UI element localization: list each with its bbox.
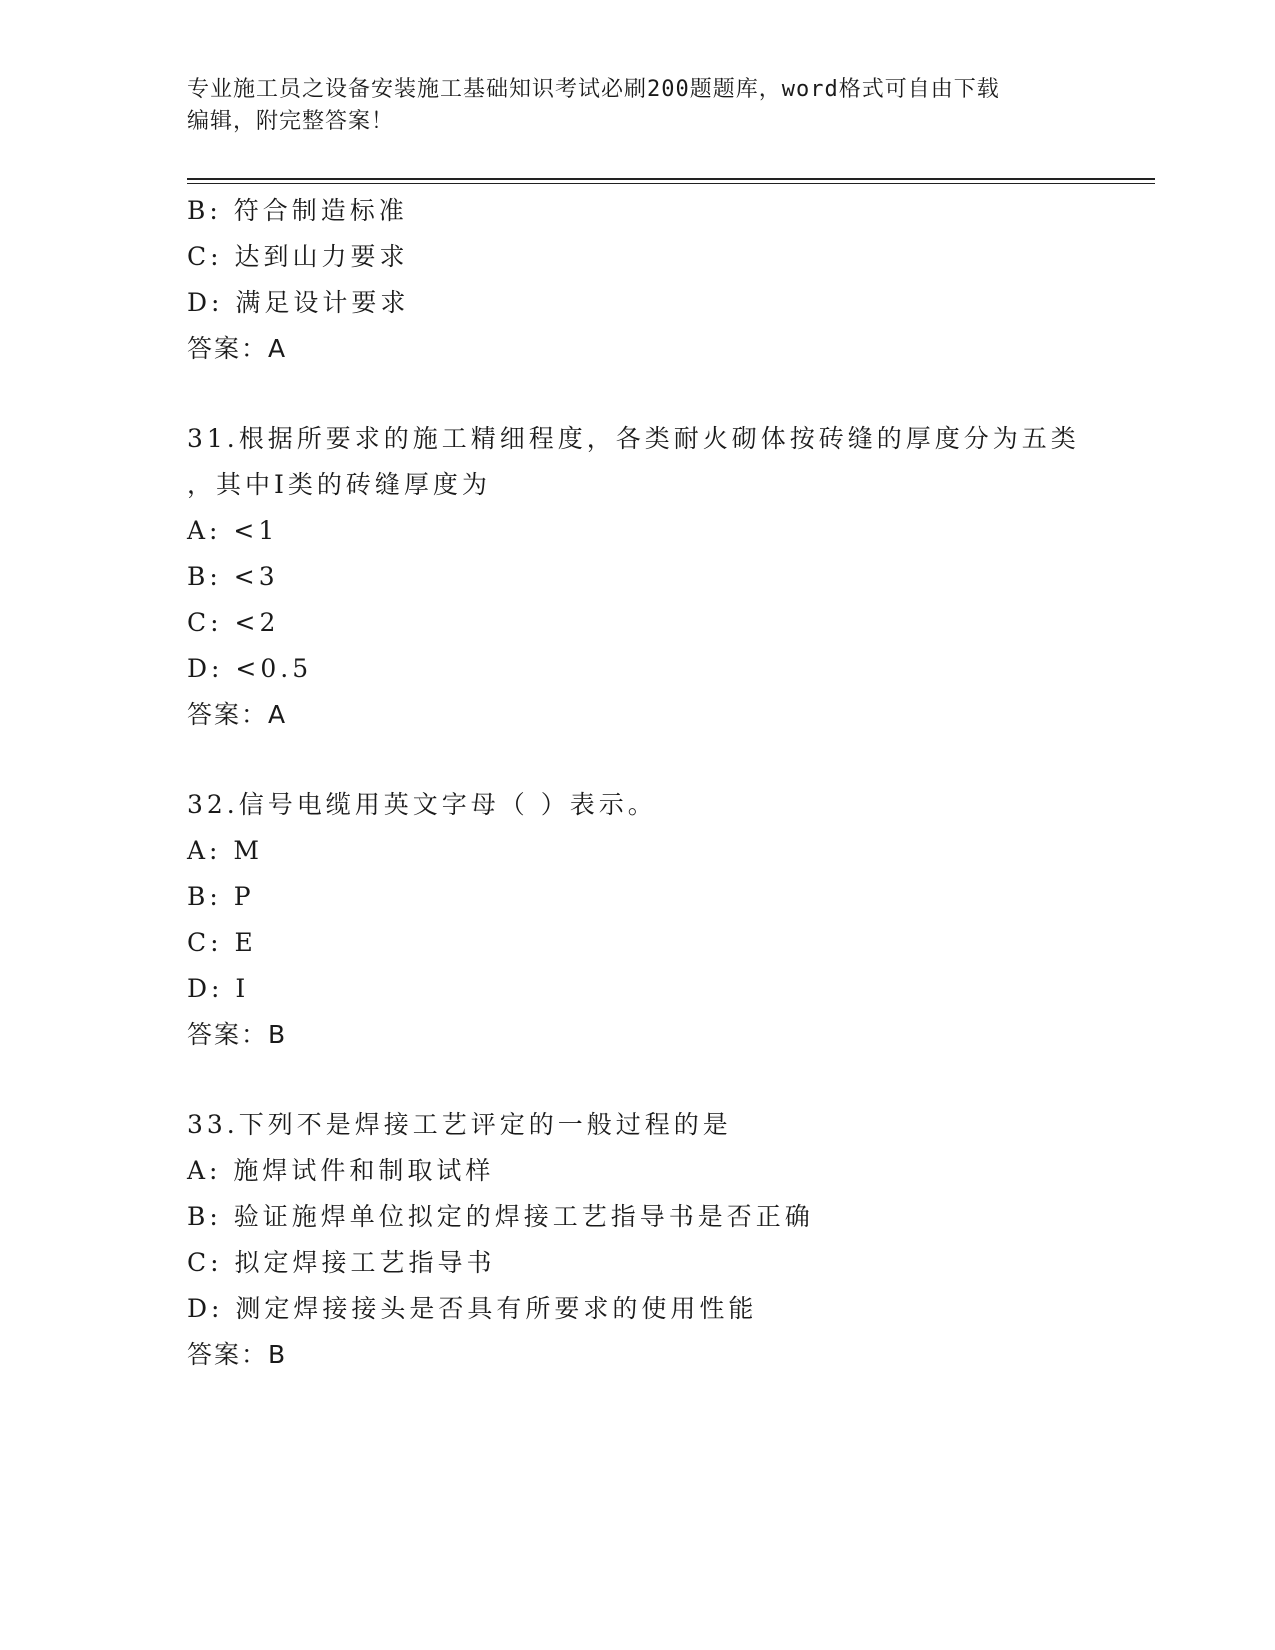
option-a: A: <1 <box>187 516 279 545</box>
option-d: D: 满足设计要求 <box>187 288 410 317</box>
answer: 答案：B <box>187 1020 288 1049</box>
question-stem-line-2: ，其中Ⅰ类的砖缝厚度为 <box>187 470 491 499</box>
option-d: D: <0.5 <box>187 654 313 683</box>
question-32 <box>187 782 1087 1058</box>
option-b: B: P <box>187 882 255 911</box>
option-d: D: I <box>187 974 250 1003</box>
question-stem: 33.下列不是焊接工艺评定的一般过程的是 <box>187 1110 732 1139</box>
header-line-2: 编辑，附完整答案！ <box>187 109 395 134</box>
option-c: C: <2 <box>187 608 280 637</box>
document-header <box>187 74 1067 138</box>
question-stem <box>187 416 1087 508</box>
option-c: C: 拟定焊接工艺指导书 <box>187 1248 496 1277</box>
question-list <box>187 188 1087 1378</box>
answer: 答案：B <box>187 1340 288 1369</box>
option-d: D: 测定焊接接头是否具有所要求的使用性能 <box>187 1294 758 1323</box>
answer: 答案：A <box>187 334 288 363</box>
answer: 答案：A <box>187 700 288 729</box>
option-b: B: 验证施焊单位拟定的焊接工艺指导书是否正确 <box>187 1202 814 1231</box>
question-30-tail <box>187 188 1087 372</box>
option-b: B: <3 <box>187 562 279 591</box>
option-b: B: 符合制造标准 <box>187 196 408 225</box>
question-33 <box>187 1102 1087 1378</box>
option-a: A: M <box>187 836 264 865</box>
header-line-1: 专业施工员之设备安装施工基础知识考试必刷200题题库，word格式可自由下载 <box>187 77 1000 102</box>
option-c: C: 达到山力要求 <box>187 242 409 271</box>
question-stem: 32.信号电缆用英文字母（ ）表示。 <box>187 790 657 819</box>
header-rule-thick <box>187 178 1155 180</box>
option-a: A: 施焊试件和制取试样 <box>187 1156 495 1185</box>
header-rule-thin <box>187 183 1155 184</box>
question-31 <box>187 416 1087 738</box>
question-stem-line-1: 31.根据所要求的施工精细程度，各类耐火砌体按砖缝的厚度分为五类 <box>187 424 1080 453</box>
option-c: C: E <box>187 928 257 957</box>
